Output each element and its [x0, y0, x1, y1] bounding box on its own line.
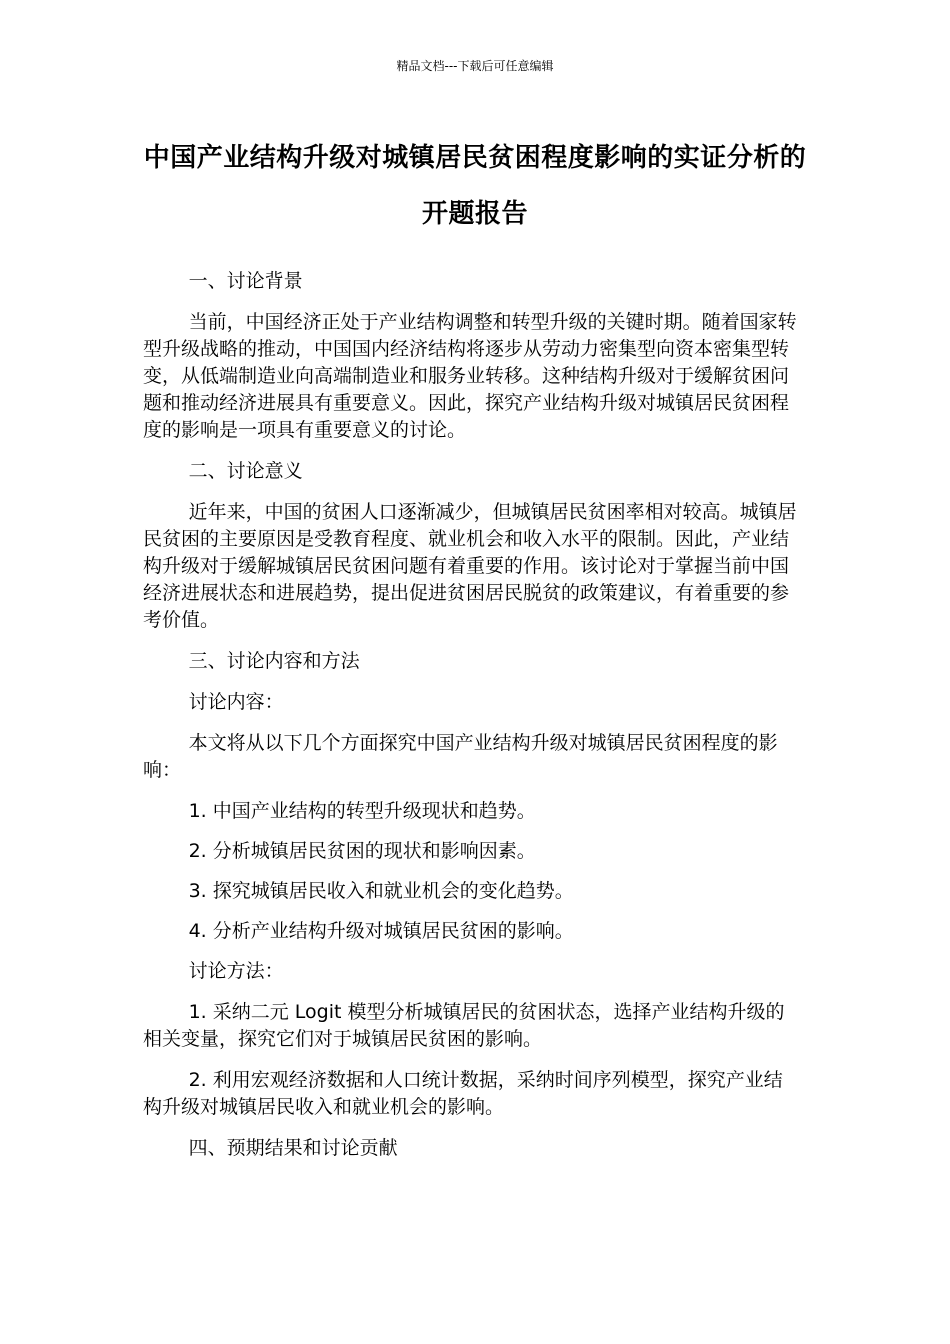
- page-header: 精品文档---下载后可任意编辑: [396, 59, 554, 73]
- paragraph-content-intro: 本文将从以下几个方面探究中国产业结构升级对城镇居民贫困程度的影响：: [143, 732, 778, 781]
- section-heading-content-method: 三、讨论内容和方法: [188, 650, 360, 672]
- paragraph-background: 当前，中国经济正处于产业结构调整和转型升级的关键时期。随着国家转型升级战略的推动，中国国内经济结构将逐步从劳动力密集型向资本密集型转变，从低端制造业向高端制造业和服务业转移。这种结构升级对于缓解贫困问题和推动经济进展具有重要意义。因此，探究产业结构升级对城镇居民贫困程度的影响是一项具有重要意义的讨论。: [143, 311, 797, 441]
- document-title: 中国产业结构升级对城镇居民贫困程度影响的实证分析的开题报告: [143, 143, 807, 229]
- section-heading-significance: 二、讨论意义: [188, 460, 303, 482]
- list-item-method-2: 2. 利用宏观经济数据和人口统计数据，采纳时间序列模型，探究产业结构升级对城镇居民收入和就业机会的影响。: [143, 1069, 783, 1118]
- document-body: [143, 268, 799, 1162]
- paragraph-significance: 近年来，中国的贫困人口逐渐减少，但城镇居民贫困率相对较高。城镇居民贫困的主要原因是受教育程度、就业机会和收入水平的限制。因此，产业结构升级对于缓解城镇居民贫困问题有着重要的作用。该讨论对于掌握当前中国经济进展状态和进展趋势，提出促进贫困居民脱贫的政策建议，有着重要的参考价值。: [143, 501, 797, 631]
- section-heading-background: 一、讨论背景: [188, 270, 303, 292]
- section-heading-results: 四、预期结果和讨论贡献: [188, 1137, 398, 1159]
- list-item-content-3: 3. 探究城镇居民收入和就业机会的变化趋势。: [188, 880, 574, 902]
- list-item-method-1: 1. 采纳二元 Logit 模型分析城镇居民的贫困状态，选择产业结构升级的相关变量，探究它们对于城镇居民贫困的影响。: [143, 1001, 785, 1050]
- list-item-content-1: 1. 中国产业结构的转型升级现状和趋势。: [188, 800, 536, 822]
- subheading-content: 讨论内容：: [188, 691, 284, 713]
- list-item-content-2: 2. 分析城镇居民贫困的现状和影响因素。: [188, 840, 536, 862]
- subheading-method: 讨论方法：: [188, 960, 284, 982]
- list-item-content-4: 4. 分析产业结构升级对城镇居民贫困的影响。: [188, 920, 574, 942]
